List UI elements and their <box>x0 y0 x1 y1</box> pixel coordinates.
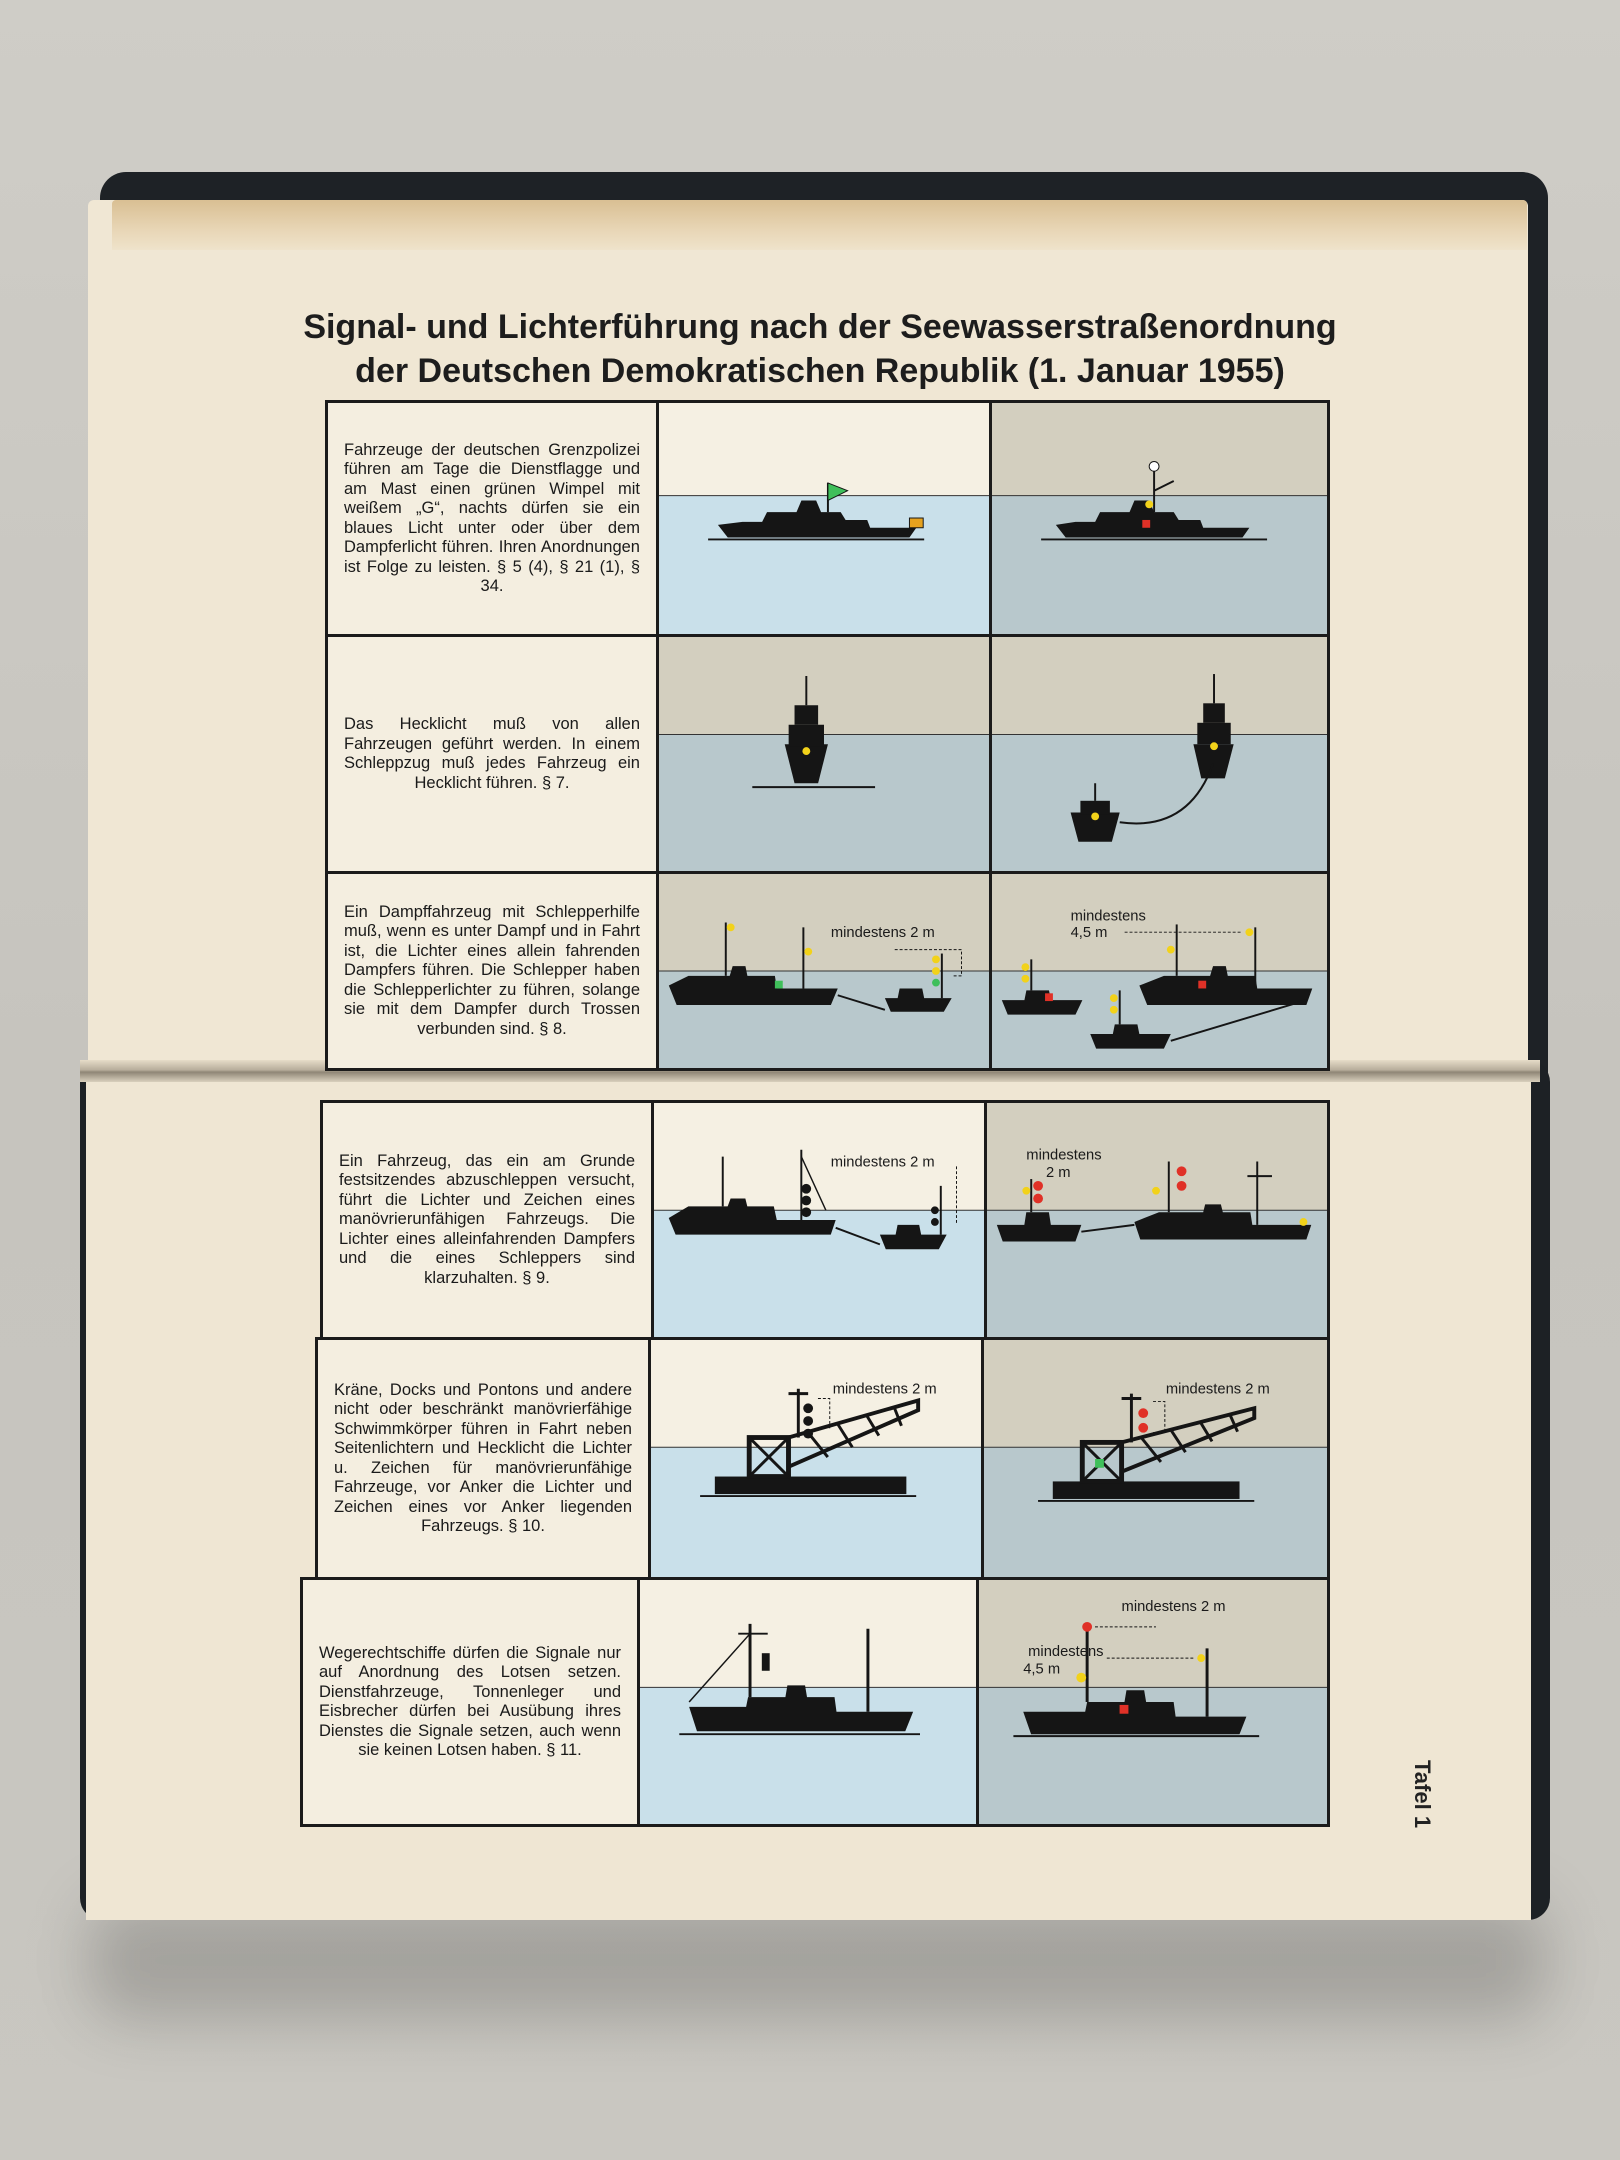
illustration-row-1-day <box>656 400 992 637</box>
illustration-row-5-day <box>648 1337 984 1580</box>
table-row-text <box>325 634 659 874</box>
label-min-45-r6-b: 4,5 m <box>1023 1661 1061 1678</box>
illustration-row-6-day <box>637 1577 979 1827</box>
row-3-description: Ein Dampffahrzeug mit Schlepperhilfe muß, wenn es unter Dampf und in Fahrt ist, die Lichter eines allein fahrenden Dampfers führen. Die Schlepper haben die Schlepperlichter zu führen, solange sie mit dem Dampfer durch Trossen verbunden sind. § 8. <box>344 902 640 1038</box>
label-min-45-a: mindestens <box>1070 908 1146 925</box>
label-min-2m-r5-night: mindestens 2 m <box>1165 1381 1270 1398</box>
illustration-row-5-night <box>981 1337 1330 1580</box>
label-min-2m-r4: mindestens 2 m <box>830 1154 935 1171</box>
illustration-row-3-night <box>989 871 1330 1071</box>
illustration-row-4-night <box>984 1100 1330 1340</box>
illustration-row-4-day <box>651 1100 987 1340</box>
row-1-description: Fahrzeuge der deutschen Grenzpolizei führen am Tage die Dienstflagge und am Mast einen grünen Wimpel mit weißem „G“, nachts dürfen sie ein blaues Licht unter oder über dem Dampferlicht führen. Ihren Anordnungen ist Folge zu leisten. § 5 (4), § 21 (1), § 34. <box>344 440 640 595</box>
illustration-row-3-day <box>656 871 992 1071</box>
label-min-45-b: 4,5 m <box>1070 925 1108 942</box>
table-row-text <box>325 400 659 637</box>
table-row-text <box>300 1577 640 1827</box>
page-edge <box>112 200 1527 250</box>
illustration-row-2-day <box>656 634 992 874</box>
illustration-row-1-night <box>989 400 1330 637</box>
plate-label: Tafel 1 <box>1410 1760 1435 1829</box>
table-row-text <box>325 871 659 1071</box>
title-line-1: Signal- und Lichterführung nach der Seewasserstraßenordnung <box>303 308 1337 346</box>
table-row-text <box>320 1100 654 1340</box>
table-row-text <box>315 1337 651 1580</box>
row-4-description: Ein Fahrzeug, das ein am Grunde festsitzendes abzuschleppen versucht, führt die Lichter und Zeichen eines manövrierunfähigen Fahrzeugs. Die Lichter eines alleinfahrenden Dampfers und die eines Schleppers sind klarzuhalten. § 9. <box>339 1151 635 1287</box>
label-min-2m-r5: mindestens 2 m <box>832 1381 937 1398</box>
label-min-2m-split-a: mindestens <box>1026 1147 1102 1164</box>
illustration-row-2-night <box>989 634 1330 874</box>
illustration-row-6-night <box>976 1577 1330 1827</box>
signal-table <box>300 400 1330 1840</box>
row-6-description: Wegerechtschiffe dürfen die Signale nur auf Anordnung des Lotsen setzen. Dienstfahrzeuge, Tonnenleger und Eisbrecher dürfen bei Ausübung ihres Dienstes die Signale setzen, auch wenn sie keinen Lotsen haben. § 11. <box>319 1643 621 1759</box>
label-min-2m-split-b: 2 m <box>1045 1165 1071 1182</box>
row-2-description: Das Hecklicht muß von allen Fahrzeugen geführt werden. In einem Schleppzug muß jedes Fahrzeug ein Hecklicht führen. § 7. <box>344 715 640 792</box>
label-min-2m: mindestens 2 m <box>830 925 935 942</box>
row-5-description: Kräne, Docks und Pontons und andere nicht oder beschränkt manövrierfähige Schwimmkörper führen in Fahrt neben Seitenlichtern und Hecklicht die Lichter u. Zeichen für manövrierunfähige Fahrzeuge, vor Anker die Lichter und Zeichen eines vor Anker liegenden Fahrzeugs. § 10. <box>334 1380 632 1535</box>
label-min-2m-r6: mindestens 2 m <box>1121 1599 1226 1616</box>
label-min-45-r6-a: mindestens <box>1028 1644 1104 1661</box>
title-line-2: der Deutschen Demokratischen Republik (1. Januar 1955) <box>355 352 1285 390</box>
page-title <box>300 305 1340 393</box>
